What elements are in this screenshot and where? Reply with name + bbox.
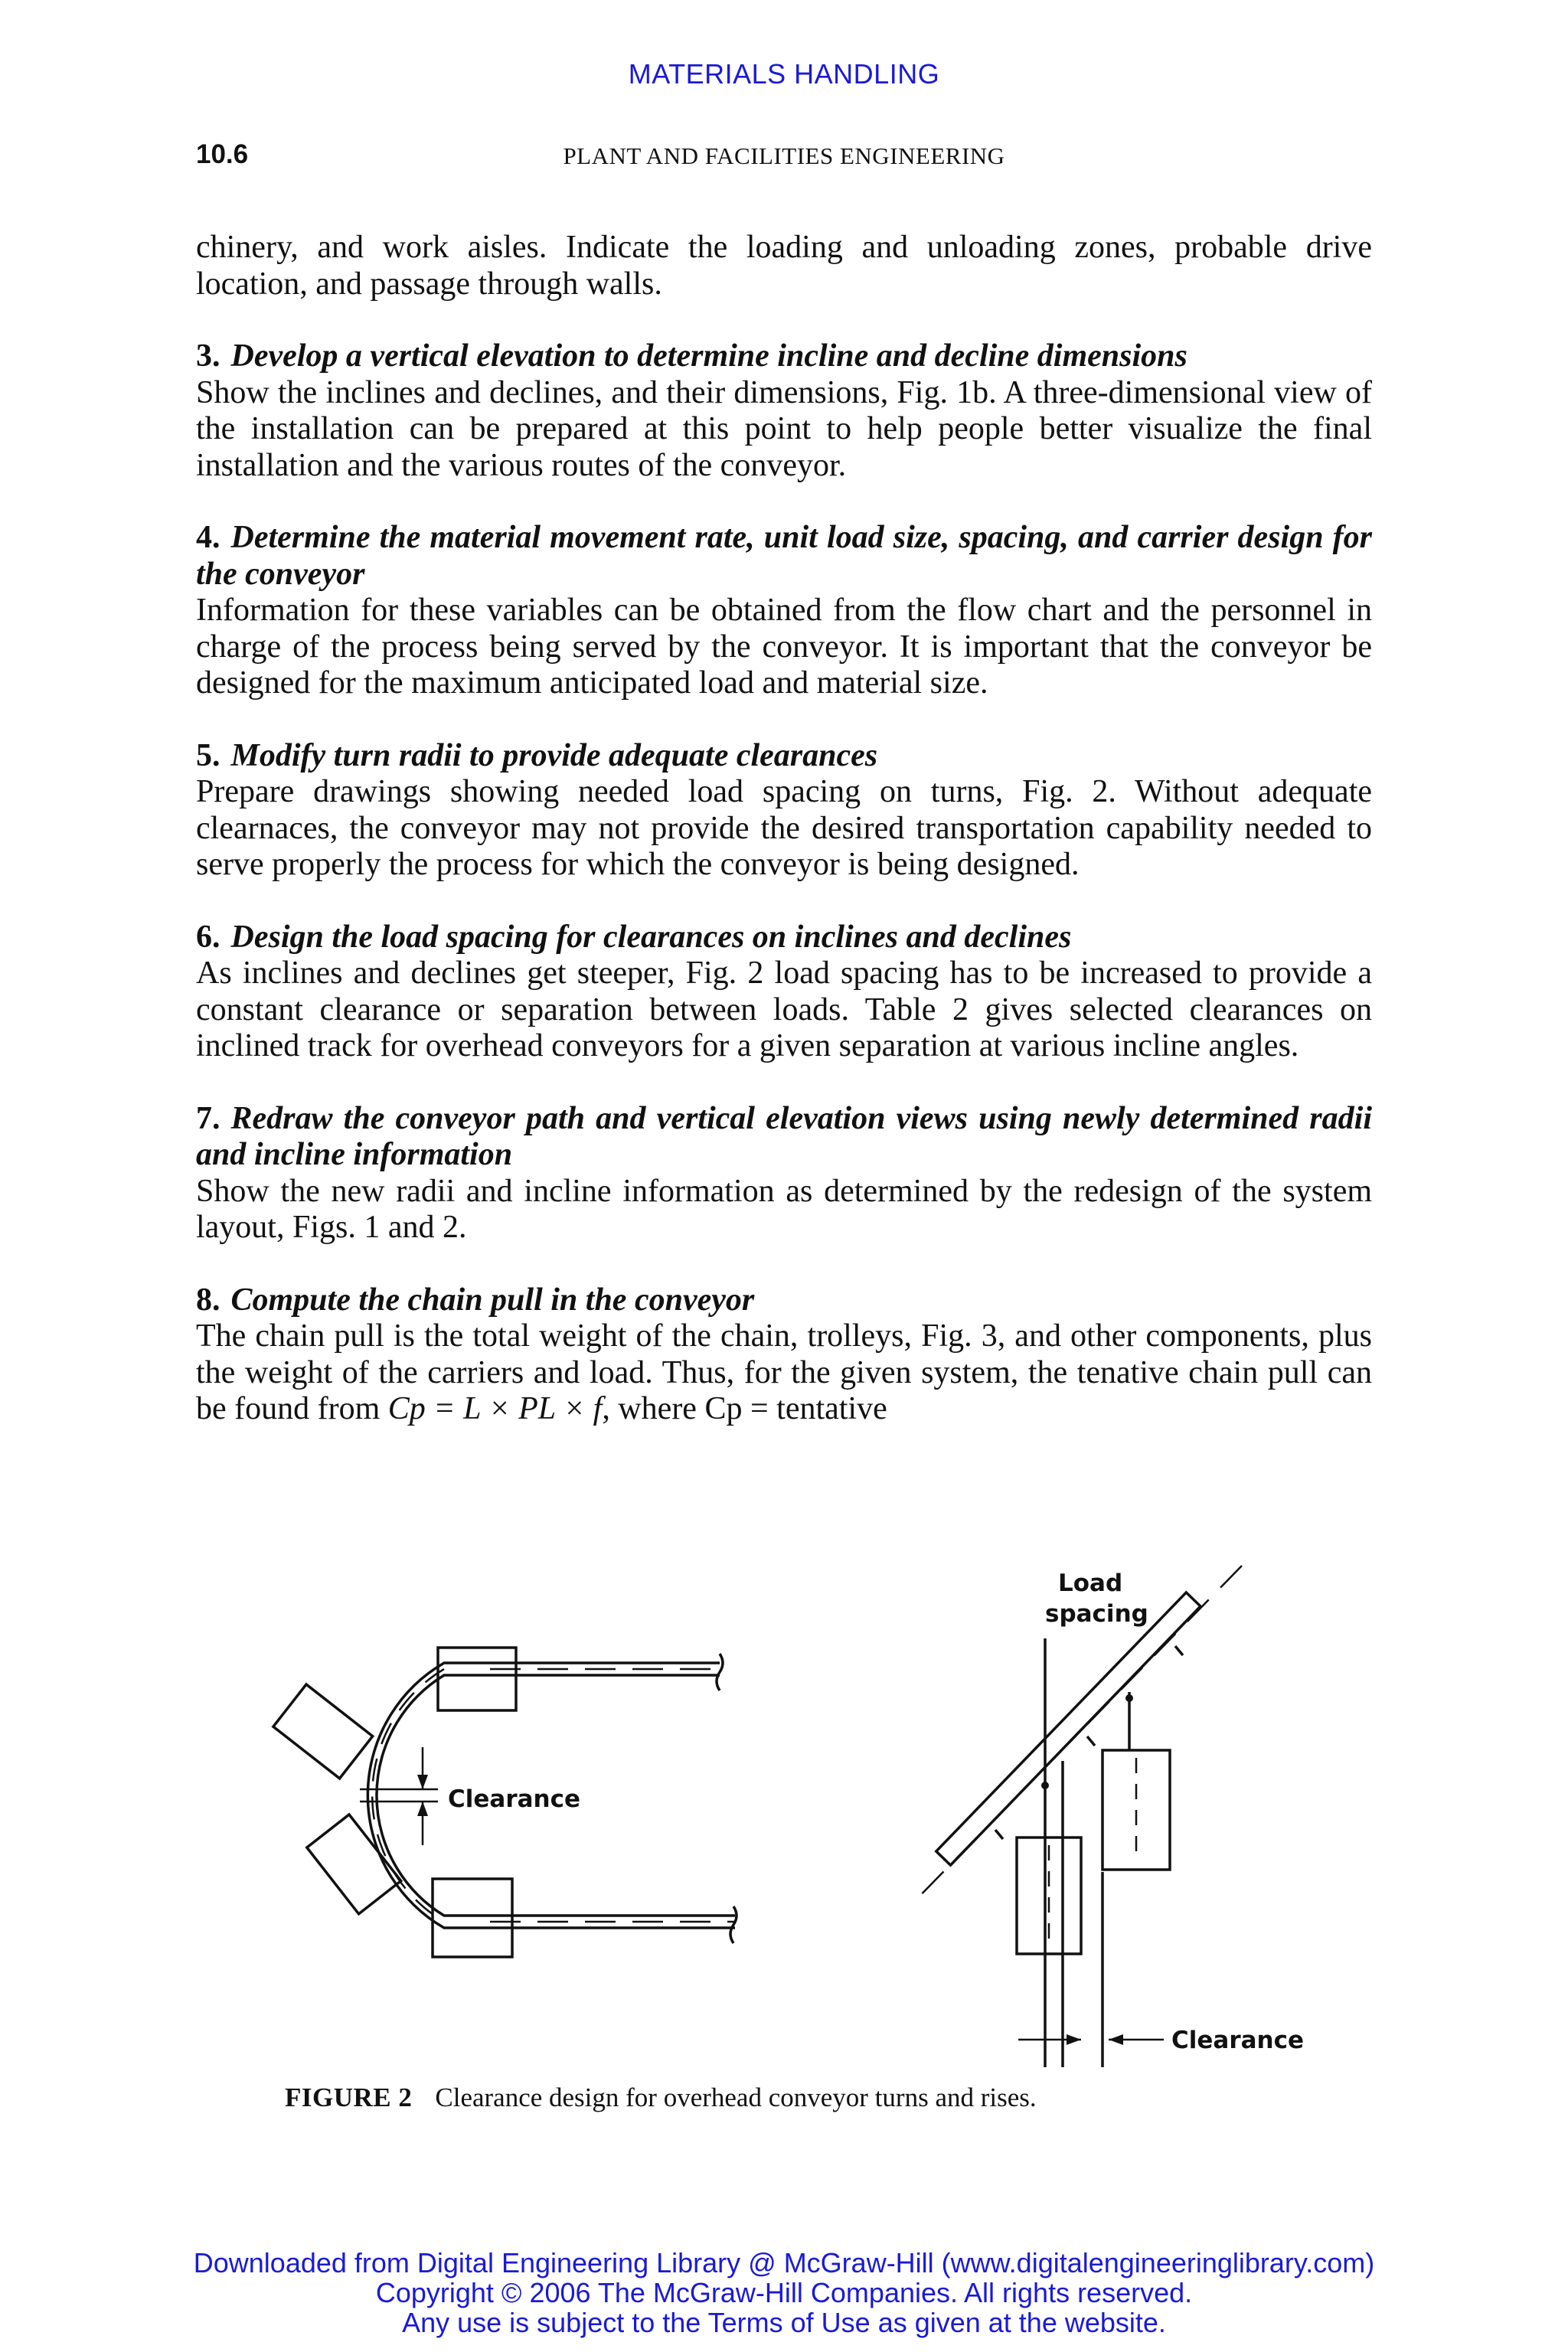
step-7-text: Show the new radii and incline information as determined by the redesign of the system layout, Figs. 1 and 2. [196,1173,1372,1245]
clearance-label-turn: Clearance [448,1785,580,1813]
step-4-heading: 4. Determine the material movement rate, unit load size, spacing, and carrier design for the conveyor [196,520,1372,592]
figure-caption-text: Clearance design for overhead conveyor turns and rises. [435,2082,1037,2112]
footer-line-2: Copyright © 2006 The McGraw-Hill Companies. All rights reserved. [375,2277,1193,2308]
step-3-heading: 3. Develop a vertical elevation to determine incline and decline dimensions [196,338,1187,374]
intro-paragraph: chinery, and work aisles. Indicate the loading and unloading zones, probable drive location, and passage through walls. [196,230,1372,302]
copyright-footer [0,2248,1568,2337]
figure-caption-label: FIGURE 2 [285,2082,413,2112]
page-number: 10.6 [196,139,249,169]
step-6-text: As inclines and declines get steeper, Fig. 2 load spacing has to be increased to provide a constant clearance or separation between loads. Table 2 gives selected clearances on inclined track for overhead conveyors for a given separation at various incline angles. [196,956,1372,1063]
running-header: PLANT AND FACILITIES ENGINEERING [563,142,1005,169]
step-8-text-end: , where Cp = tentative [602,1391,887,1426]
step-5-heading: 5. Modify turn radii to provide adequate clearances [196,737,878,773]
spacing-label: spacing [1045,1600,1148,1628]
step-3-text: Show the inclines and declines, and their dimensions, Fig. 1b. A three-dimensional view of the installation can be prepared at this point to help people better visualize the final installation and the various routes of the conveyor. [196,374,1372,483]
carrier-curve-lower [307,1815,401,1914]
source-banner: MATERIALS HANDLING [628,58,940,90]
load-label: Load [1058,1570,1123,1597]
carrier-bottom [433,1879,512,1957]
step-6-heading: 6. Design the load spacing for clearances on inclines and declines [196,919,1072,955]
carrier-top [438,1648,516,1710]
clearance-label-incline: Clearance [1171,2027,1304,2054]
incline-track [936,1592,1200,1865]
step-8-text: The chain pull is the total weight of the chain, trolleys, Fig. 3, and other components, plus the weight of the carriers and load. Thus, for the given system, the tenative chain pull can be found from [196,1318,1372,1426]
step-7-heading: 7. Redraw the conveyor path and vertical elevation views using newly determined radii and incline information [196,1100,1372,1172]
footer-line-1: Downloaded from Digital Engineering Library @ McGraw-Hill (www.digitalengineeringlibrary.com) [193,2247,1375,2278]
chain-pull-formula: Cp = L × PL × f [387,1391,603,1426]
footer-line-3: Any use is subject to the Terms of Use as given at the website. [402,2307,1166,2338]
step-5-text: Prepare drawings showing needed load spacing on turns, Fig. 2. Without adequate clearnaces, the conveyor may not provide the desired transportation capability needed to serve properly the process for which the conveyor is being designed. [196,774,1372,882]
step-4-text: Information for these variables can be obtained from the flow chart and the personnel in charge of the process being served by the conveyor. It is important that the conveyor be designed for the maximum anticipated load and material size. [196,593,1372,701]
step-8-heading: 8. Compute the chain pull in the conveyor [196,1282,755,1318]
figure-caption [285,2082,1037,2113]
carrier-curve-upper [273,1684,373,1779]
